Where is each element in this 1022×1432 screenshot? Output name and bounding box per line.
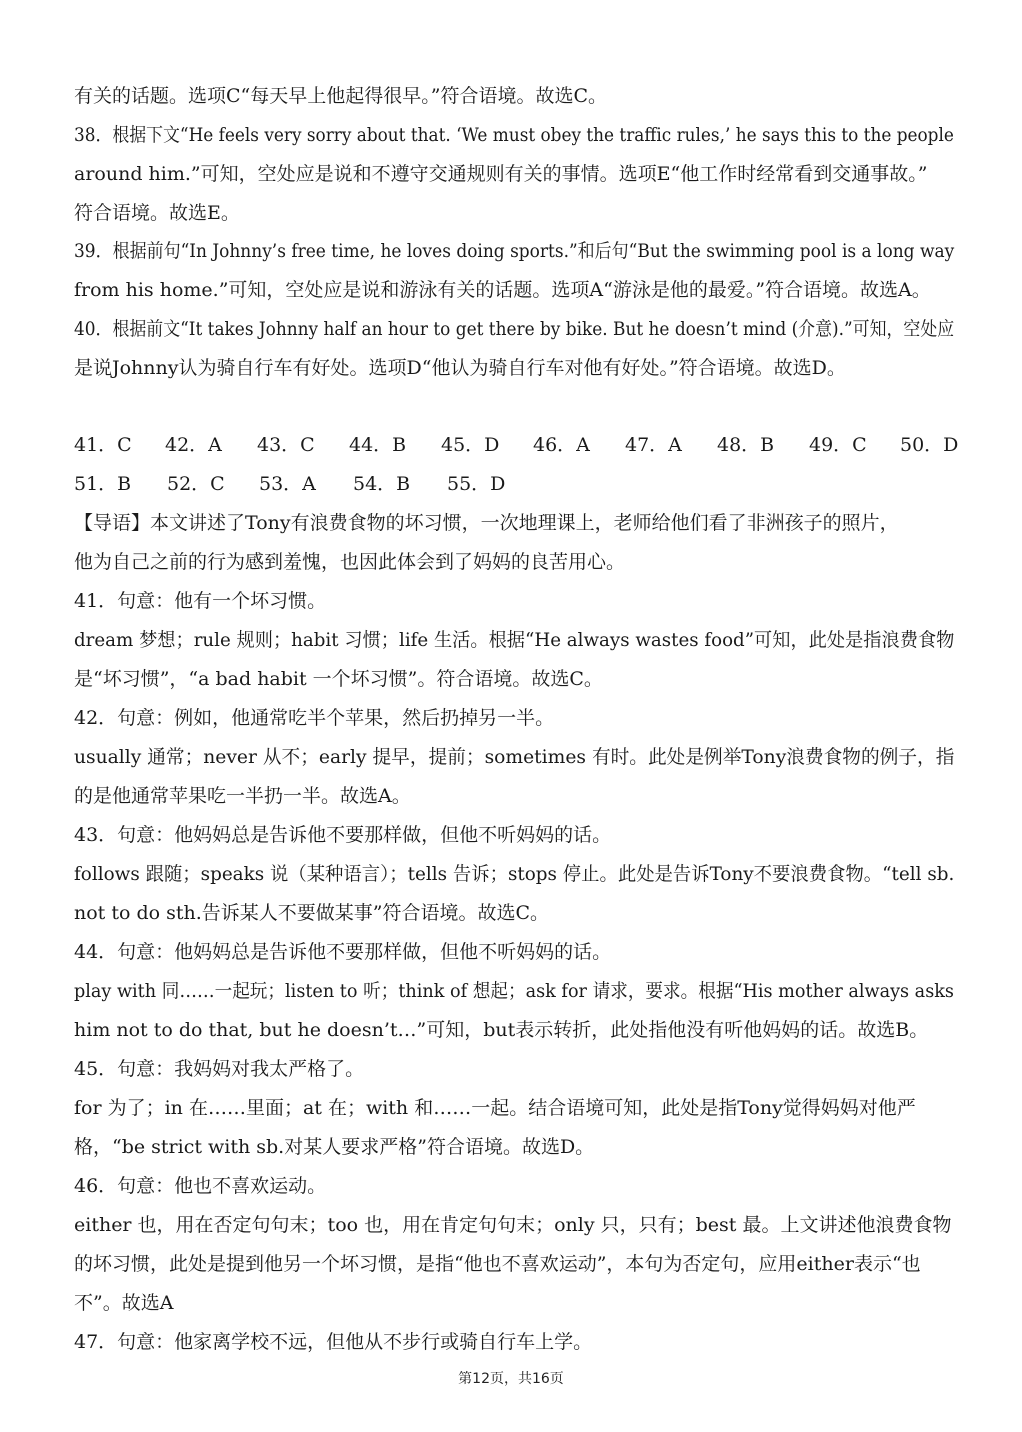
text-line: not to do sth.告诉某人不要做某事”符合语境。故选C。 xyxy=(74,902,550,924)
text-line: around him.”可知，空处应是说和不遵守交通规则有关的事情。选项E“他工作时经常看到交通事故。” xyxy=(74,163,928,185)
text-line: 格，“be strict with sb.对某人要求严格”符合语境。故选D。 xyxy=(74,1136,595,1158)
text-line: 47．句意：他家离学校不远，但他从不步行或骑自行车上学。 xyxy=(74,1331,593,1353)
answer-item: 42．A xyxy=(165,434,222,456)
text-line: 是“坏习惯”，“a bad habit 一个坏习惯”。符合语境。故选C。 xyxy=(74,668,603,690)
answer-item: 47．A xyxy=(625,434,682,456)
text-line: 有关的话题。选项C“每天早上他起得很早。”符合语境。故选C。 xyxy=(74,85,608,107)
text-line: 39．根据前句“In Johnny’s free time, he loves doing sports.”和后句“But the swimming pool is a long way xyxy=(74,240,955,262)
answer-item: 45．D xyxy=(441,434,500,456)
text-line: 38．根据下文“He feels very sorry about that. ‘We must obey the traffic rules,’ he says this to the people xyxy=(74,124,954,146)
answer-item: 51．B xyxy=(74,473,132,495)
text-line: 是说Johnny认为骑自行车有好处。选项D“他认为骑自行车对他有好处。”符合语境。故选D。 xyxy=(74,357,846,379)
text-line: usually 通常；never 从不；early 提早，提前；sometimes 有时。此处是例举Tony浪费食物的例子，指 xyxy=(74,746,955,768)
text-line: for 为了；in 在……里面；at 在；with 和……一起。结合语境可知，此处是指Tony觉得妈妈对他严 xyxy=(74,1097,916,1119)
answer-item: 50．D xyxy=(900,434,959,456)
text-line: from his home.”可知，空处应是说和游泳有关的话题。选项A“游泳是他的最爱。”符合语境。故选A。 xyxy=(74,279,931,301)
text-line: 44．句意：他妈妈总是告诉他不要那样做，但他不听妈妈的话。 xyxy=(74,941,612,963)
answer-item: 55．D xyxy=(447,473,506,495)
text-line: 45．句意：我妈妈对我太严格了。 xyxy=(74,1058,365,1080)
text-line: either 也，用在否定句句末；too 也，用在肯定句句末；only 只，只有；best 最。上文讲述他浪费食物 xyxy=(74,1214,952,1236)
answer-item: 52．C xyxy=(167,473,225,495)
text-line: 46．句意：他也不喜欢运动。 xyxy=(74,1175,327,1197)
text-line: him not to do that, but he doesn’t…”可知，but表示转折，此处指他没有听他妈妈的话。故选B。 xyxy=(74,1019,929,1041)
text-line: 符合语境。故选E。 xyxy=(74,202,240,224)
answer-item: 54．B xyxy=(353,473,411,495)
answer-item: 46．A xyxy=(533,434,590,456)
text-line: 的坏习惯，此处是提到他另一个坏习惯，是指“他也不喜欢运动”，本句为否定句，应用either表示“也 xyxy=(74,1253,921,1275)
answer-item: 44．B xyxy=(349,434,407,456)
text-line: 不”。故选A xyxy=(74,1292,174,1314)
text-line: follows 跟随；speaks 说（某种语言）；tells 告诉；stops 停止。此处是告诉Tony不要浪费食物。“tell sb. xyxy=(74,863,955,885)
text-line: 的是他通常苹果吃一半扔一半。故选A。 xyxy=(74,785,411,807)
text-line: 40．根据前文“It takes Johnny half an hour to get there by bike. But he doesn’t mind (介意).”可知，空处应 xyxy=(74,318,955,340)
answer-row xyxy=(74,471,954,497)
answer-row xyxy=(74,432,959,458)
answer-item: 41．C xyxy=(74,434,132,456)
text-line: play with 同……一起玩；listen to 听；think of 想起；ask for 请求，要求。根据“His mother always asks xyxy=(74,980,954,1002)
page-footer: 第12页，共16页 xyxy=(458,1371,564,1387)
answer-item: 49．C xyxy=(809,434,867,456)
text-line: 43．句意：他妈妈总是告诉他不要那样做，但他不听妈妈的话。 xyxy=(74,824,612,846)
answer-item: 53．A xyxy=(259,473,316,495)
text-line: dream 梦想；rule 规则；habit 习惯；life 生活。根据“He always wastes food”可知，此处是指浪费食物 xyxy=(74,629,955,651)
text-line: 他为自己之前的行为感到羞愧，也因此体会到了妈妈的良苦用心。 xyxy=(74,551,626,573)
text-line: 41．句意：他有一个坏习惯。 xyxy=(74,590,327,612)
text-line: 42．句意：例如，他通常吃半个苹果，然后扔掉另一半。 xyxy=(74,707,555,729)
text-line: 【导语】本文讲述了Tony有浪费食物的坏习惯，一次地理课上，老师给他们看了非洲孩子的照片， xyxy=(74,512,899,534)
answer-item: 43．C xyxy=(257,434,315,456)
answer-item: 48．B xyxy=(717,434,775,456)
